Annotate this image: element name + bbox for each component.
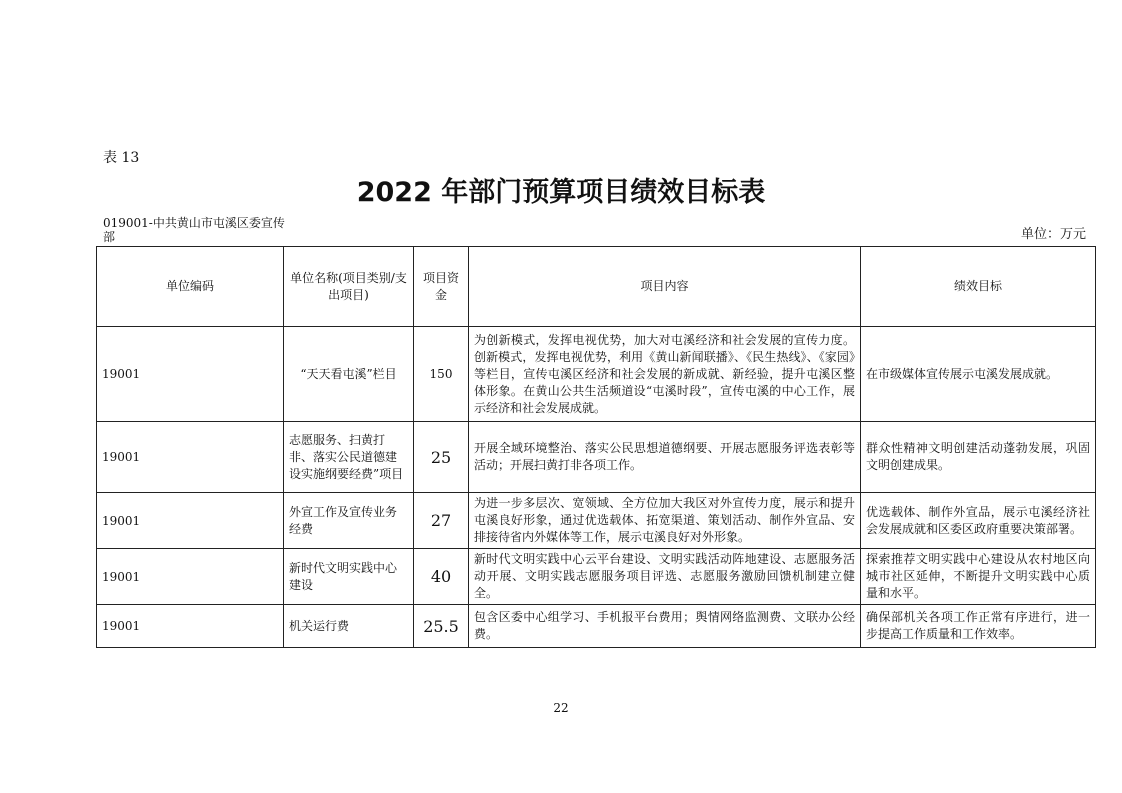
cell-content: 新时代文明实践中心云平台建设、文明实践活动阵地建设、志愿服务活动开展、文明实践志愿服务项目评选、志愿服务激励回馈机制建立健全。: [469, 549, 861, 605]
column-header-amount: 项目资金: [414, 247, 469, 327]
column-header-goal: 绩效目标: [861, 247, 1096, 327]
cell-name: 志愿服务、扫黄打非、落实公民道德建设实施纲要经费”项目: [284, 422, 414, 493]
cell-name: 新时代文明实践中心建设: [284, 549, 414, 605]
column-header-code: 单位编码: [97, 247, 284, 327]
table-row: [97, 605, 1096, 648]
cell-amount: 150: [414, 327, 469, 422]
cell-content: 开展全域环境整治、落实公民思想道德纲要、开展志愿服务评选表彰等活动；开展扫黄打非各项工作。: [469, 422, 861, 493]
cell-goal: 群众性精神文明创建活动蓬勃发展，巩固文明创建成果。: [861, 422, 1096, 493]
cell-amount: 25.5: [414, 605, 469, 648]
cell-code: 19001: [97, 493, 284, 549]
cell-name: 机关运行费: [284, 605, 414, 648]
cell-goal: 在市级媒体宣传展示屯溪发展成就。: [861, 327, 1096, 422]
cell-amount: 40: [414, 549, 469, 605]
cell-amount: 27: [414, 493, 469, 549]
cell-name: “天天看屯溪”栏目: [284, 327, 414, 422]
document-title: 2022 年部门预算项目绩效目标表: [356, 177, 766, 208]
table-row: [97, 327, 1096, 422]
cell-goal: 探索推荐文明实践中心建设从农村地区向城市社区延伸，不断提升文明实践中心质量和水平。: [861, 549, 1096, 605]
table-row: [97, 493, 1096, 549]
cell-goal: 优选载体、制作外宣品，展示屯溪经济社会发展成就和区委区政府重要决策部署。: [861, 493, 1096, 549]
cell-goal: 确保部机关各项工作正常有序进行，进一步提高工作质量和工作效率。: [861, 605, 1096, 648]
cell-content: 包含区委中心组学习、手机报平台费用；舆情网络监测费、文联办公经费。: [469, 605, 861, 648]
department-name: 019001-中共黄山市屯溪区委宣传部: [103, 216, 285, 244]
table-label: 表 13: [103, 150, 140, 166]
table-header-row: [97, 247, 1096, 327]
performance-target-table: [96, 246, 1096, 648]
cell-code: 19001: [97, 422, 284, 493]
cell-name: 外宣工作及宣传业务经费: [284, 493, 414, 549]
page-number: 22: [553, 701, 569, 715]
column-header-content: 项目内容: [469, 247, 861, 327]
cell-content: 为进一步多层次、宽领域、全方位加大我区对外宣传力度，展示和提升屯溪良好形象，通过优选载体、拓宽渠道、策划活动、制作外宣品、安排接待省内外媒体等工作，展示屯溪良好对外形象。: [469, 493, 861, 549]
unit-label: 单位：万元: [1020, 227, 1086, 242]
cell-code: 19001: [97, 549, 284, 605]
table-row: [97, 422, 1096, 493]
column-header-name: 单位名称(项目类别/支出项目): [284, 247, 414, 327]
cell-code: 19001: [97, 327, 284, 422]
cell-content: 为创新模式，发挥电视优势，加大对屯溪经济和社会发展的宣传力度。创新模式，发挥电视优势，利用《黄山新闻联播》、《民生热线》、《家园》等栏目，宣传屯溪区经济和社会发展的新成就、新经验，提升屯溪区整体形象。在黄山公共生活频道设“屯溪时段”，宣传屯溪的中心工作，展示经济和社会发展成就。: [469, 327, 861, 422]
cell-code: 19001: [97, 605, 284, 648]
table-row: [97, 549, 1096, 605]
cell-amount: 25: [414, 422, 469, 493]
